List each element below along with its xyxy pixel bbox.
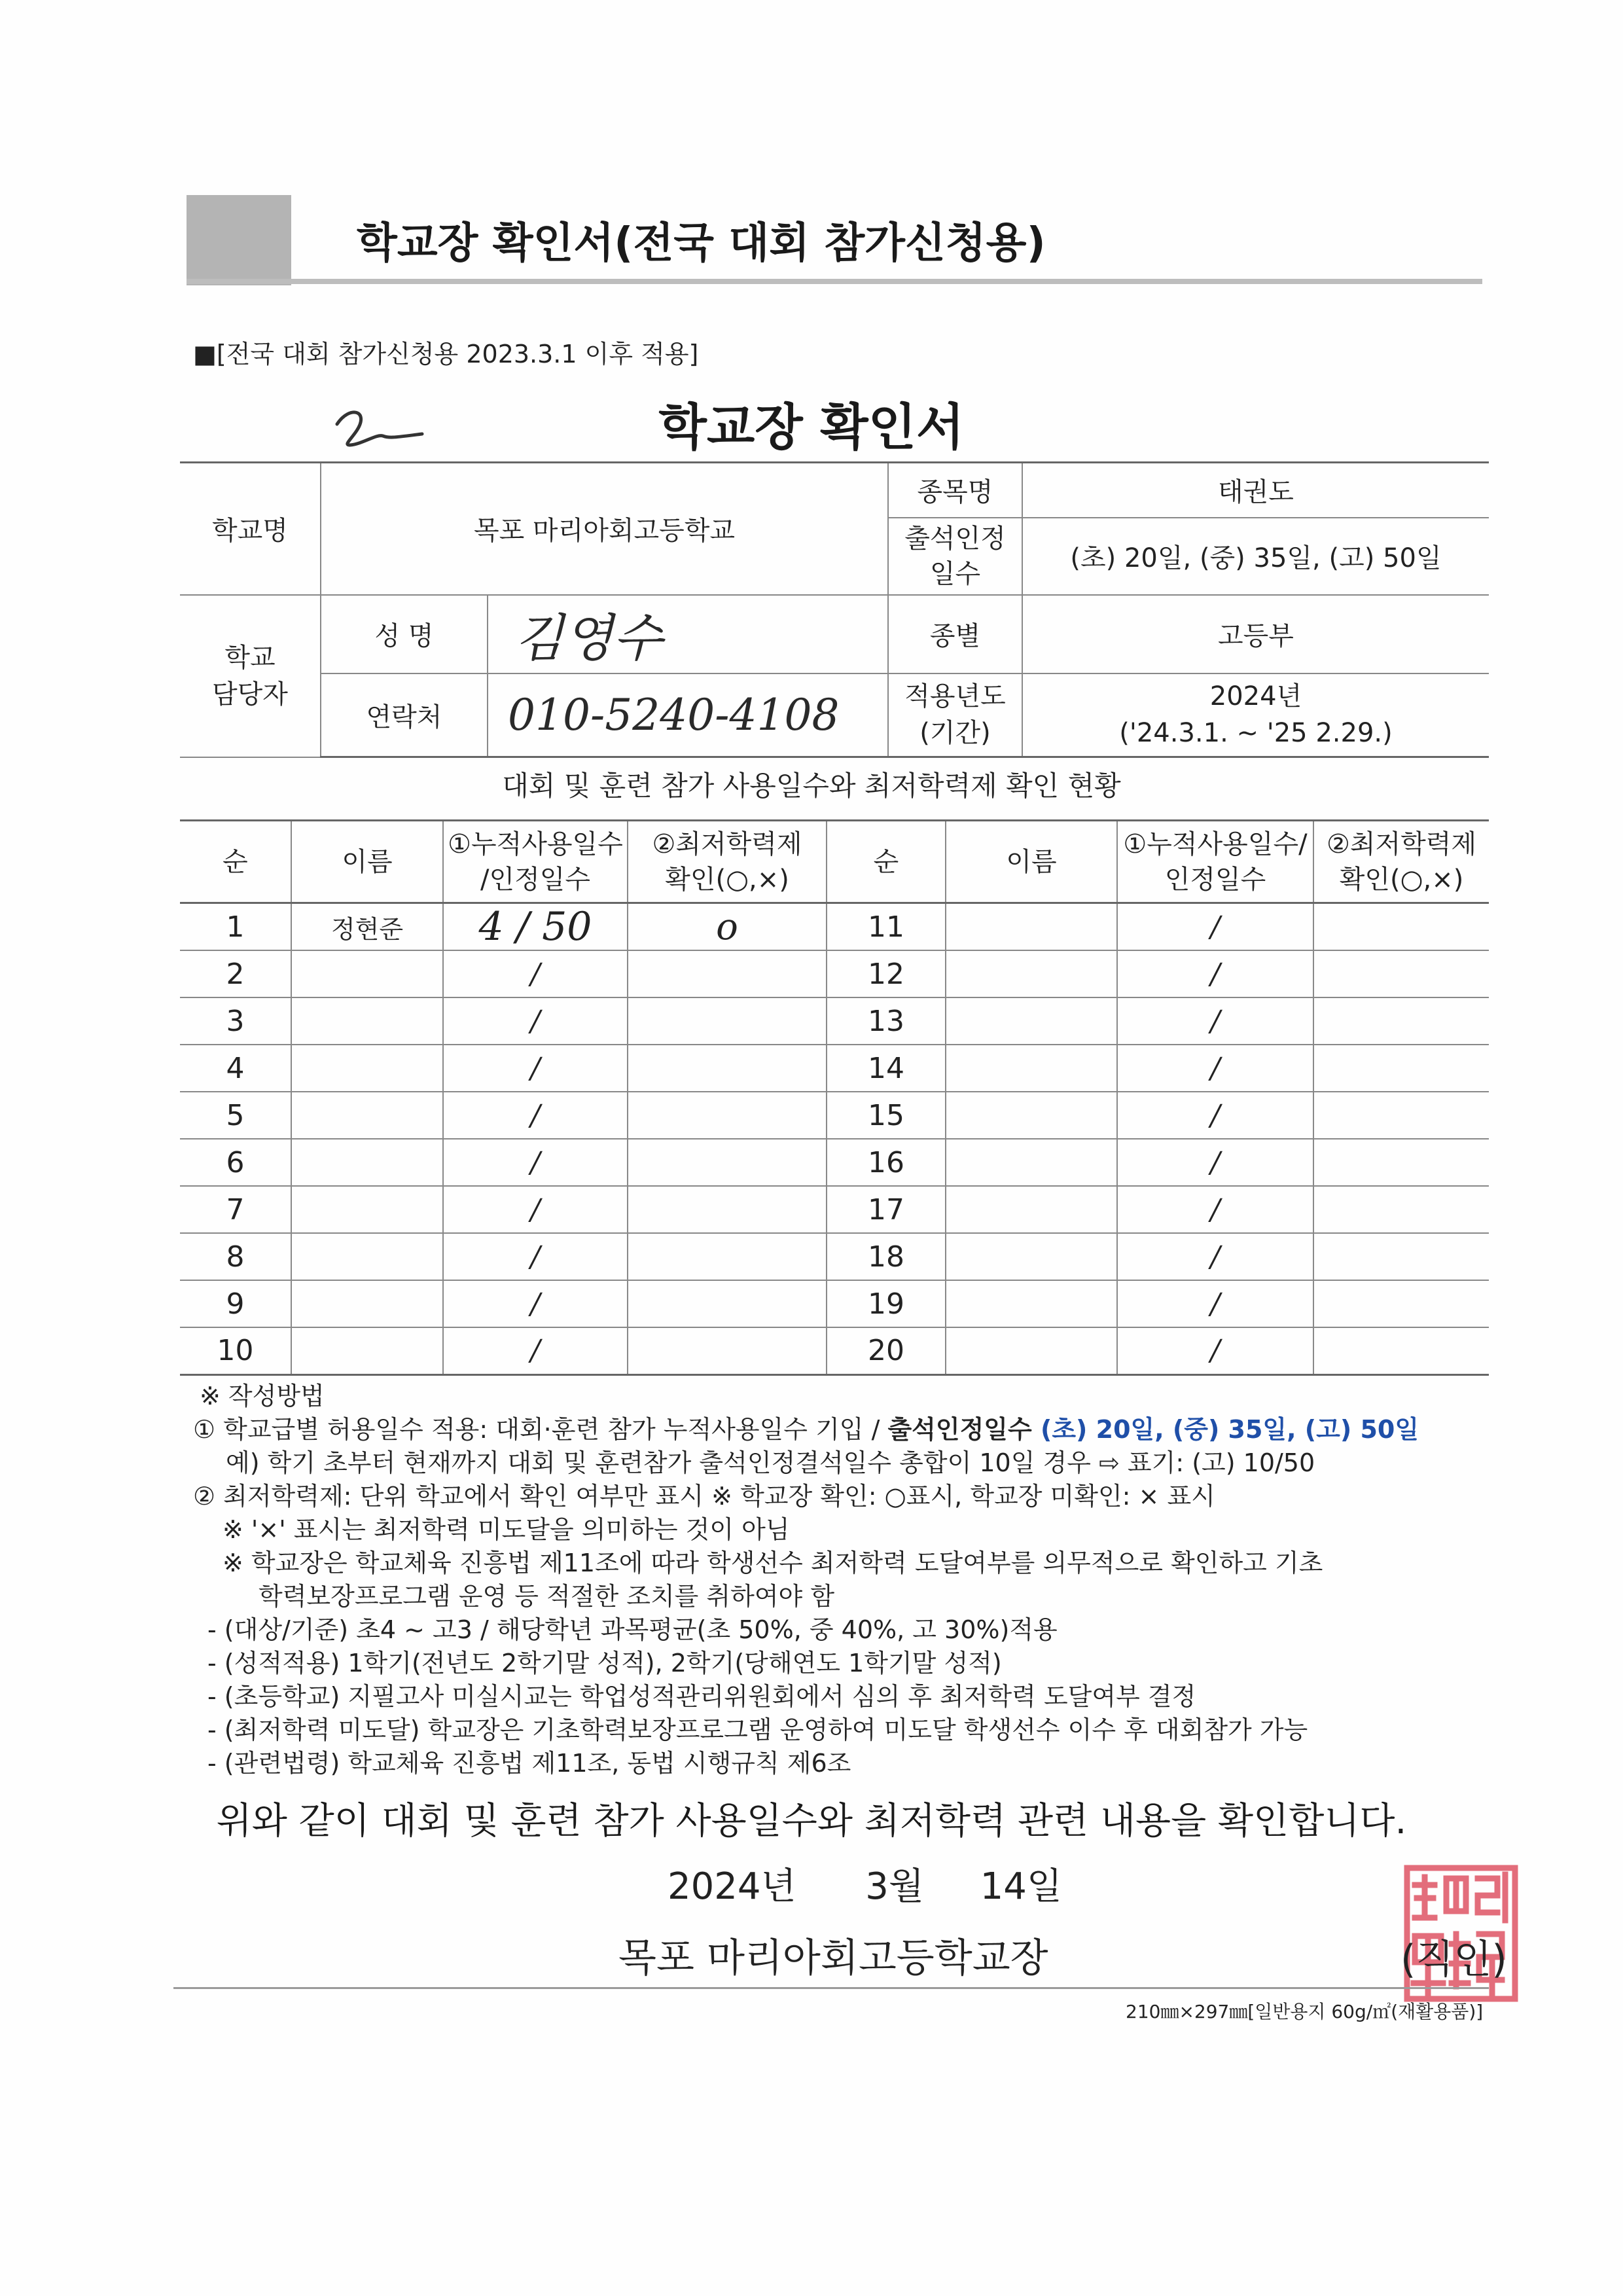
row-days: / <box>443 950 628 997</box>
row-check <box>628 1186 827 1233</box>
row-days-right: / <box>1117 1045 1313 1092</box>
row-name <box>291 1045 443 1092</box>
row-number: 10 <box>180 1327 291 1374</box>
header-days-right-line2: 인정일수 <box>1164 864 1266 895</box>
row-check-right <box>1313 1045 1489 1092</box>
header-check-right <box>1313 821 1489 903</box>
row-name <box>291 1233 443 1280</box>
contact-value: 010-5240-4108 <box>508 689 840 740</box>
row-name <box>291 1139 443 1186</box>
row-check-right <box>1313 950 1489 997</box>
row-number-right: 15 <box>827 1092 946 1139</box>
header-name-right: 이름 <box>946 821 1117 903</box>
school-label: 학교명 <box>180 463 321 595</box>
row-name-right <box>946 1092 1117 1139</box>
table-row <box>180 1233 1489 1280</box>
header-days-right-line1: ①누적사용일수/ <box>1123 829 1308 859</box>
status-title: 대회 및 훈련 참가 사용일수와 최저학력제 확인 현황 <box>502 770 1121 802</box>
header-days-line2: /인정일수 <box>480 864 591 895</box>
status-header-row <box>180 821 1489 903</box>
row-number: 7 <box>180 1186 291 1233</box>
date-day: 14일 <box>980 1865 1062 1908</box>
row-number-right: 18 <box>827 1233 946 1280</box>
table-row <box>180 1045 1489 1092</box>
note-1-bold: 출석인정일수 <box>887 1415 1041 1444</box>
row-number: 9 <box>180 1280 291 1327</box>
row-check-right <box>1313 1092 1489 1139</box>
row-name-right <box>946 903 1117 951</box>
header-banner <box>187 195 1482 285</box>
row-days-right: / <box>1117 1233 1313 1280</box>
row-check: o <box>628 903 827 951</box>
row-number-right: 17 <box>827 1186 946 1233</box>
row-check <box>628 1280 827 1327</box>
row-days-right: / <box>1117 1327 1313 1374</box>
row-days-right: / <box>1117 1139 1313 1186</box>
banner-gray-block <box>187 195 291 285</box>
row-number-right: 19 <box>827 1280 946 1327</box>
bottom-rule <box>173 1987 1489 1989</box>
contact-label: 연락처 <box>321 673 488 757</box>
banner-rule <box>187 279 1482 284</box>
note-1-example: 예) 학기 초부터 현재까지 대회 및 훈련참가 출석인정결석일수 총합이 10일 경우 ⇨ 표기: (고) 10/50 <box>226 1448 1315 1477</box>
row-name-right <box>946 1045 1117 1092</box>
name-value-cell <box>488 595 888 673</box>
row-number-right: 20 <box>827 1327 946 1374</box>
row-check <box>628 1327 827 1374</box>
row-number: 6 <box>180 1139 291 1186</box>
header-days <box>443 821 628 903</box>
division-label: 종별 <box>888 595 1022 673</box>
note-3: ※ '×' 표시는 최저학력 미도달을 의미하는 것이 아님 <box>223 1515 790 1544</box>
header-check-right-line2: 확인(○,×) <box>1339 864 1464 895</box>
row-name <box>291 950 443 997</box>
event-label: 종목명 <box>888 463 1022 518</box>
note-1-blue: (초) 20일, (중) 35일, (고) 50일 <box>1040 1415 1419 1444</box>
row-days-right: / <box>1117 950 1313 997</box>
row-name-right <box>946 950 1117 997</box>
school-value: 목포 마리아회고등학교 <box>321 463 888 595</box>
manager-label-line2: 담당자 <box>212 679 288 709</box>
row-check <box>628 1139 827 1186</box>
table-row <box>180 1092 1489 1139</box>
attend-value: (초) 20일, (중) 35일, (고) 50일 <box>1022 518 1489 595</box>
table-row <box>180 950 1489 997</box>
status-table <box>180 819 1489 1376</box>
row-days-right: / <box>1117 1092 1313 1139</box>
status-body <box>180 903 1489 1375</box>
row-name-right <box>946 1327 1117 1374</box>
paper-spec: 210㎜×297㎜[일반용지 60g/㎡(재활용품)] <box>1126 2001 1484 2022</box>
instructions <box>193 1380 1541 1780</box>
note-1-text: ① 학교급별 허용일수 적용: 대회·훈련 참가 누적사용일수 기입 / <box>193 1415 888 1444</box>
detail-1: - (대상/기준) 초4 ~ 고3 / 해당학년 과목평균(초 50%, 중 40%, 고 30%)적용 <box>207 1615 1058 1644</box>
manager-label-line1: 학교 <box>224 642 276 673</box>
detail-5: - (관련법령) 학교체육 진흥법 제11조, 동법 시행규칙 제6조 <box>207 1749 851 1778</box>
period-value: ('24.3.1. ~ '25 2.29.) <box>1119 718 1393 749</box>
row-days-right: / <box>1117 1280 1313 1327</box>
row-number-right: 11 <box>827 903 946 951</box>
table-row <box>180 997 1489 1045</box>
year-label-line2: (기간) <box>919 718 991 749</box>
attend-label-line1: 출석인정 <box>904 523 1006 554</box>
note-2: ② 최저학력제: 단위 학교에서 확인 여부만 표시 ※ 학교장 확인: ○표시, 학교장 미확인: × 표시 <box>193 1482 1215 1511</box>
year-label-line1: 적용년도 <box>904 681 1006 712</box>
row-check-right <box>1313 1139 1489 1186</box>
row-check-right <box>1313 1327 1489 1374</box>
row-days: / <box>443 1327 628 1374</box>
row-days-right: / <box>1117 1186 1313 1233</box>
year-value <box>1022 673 1489 757</box>
row-days: / <box>443 1045 628 1092</box>
header-seq: 순 <box>180 821 291 903</box>
row-name <box>291 1280 443 1327</box>
date-month: 3월 <box>865 1865 924 1908</box>
row-days-right: / <box>1117 903 1313 951</box>
row-number: 3 <box>180 997 291 1045</box>
detail-2: - (성적적용) 1학기(전년도 2학기말 성적), 2학기(당해연도 1학기말 성적) <box>207 1649 1002 1677</box>
note-1 <box>193 1413 1541 1446</box>
row-check-right <box>1313 1280 1489 1327</box>
year-value-line1: 2024년 <box>1209 681 1302 712</box>
row-name-right <box>946 1233 1117 1280</box>
document-title: 학교장 확인서 <box>658 398 965 456</box>
contact-value-cell <box>488 673 888 757</box>
table-row <box>180 1186 1489 1233</box>
table-row <box>180 1280 1489 1327</box>
row-number-right: 13 <box>827 997 946 1045</box>
header-name: 이름 <box>291 821 443 903</box>
issue-date <box>668 1857 1062 1910</box>
row-check <box>628 950 827 997</box>
confirmation-statement: 위와 같이 대회 및 훈련 참가 사용일수와 최저학력 관련 내용을 확인합니다. <box>216 1800 1407 1842</box>
row-days: / <box>443 997 628 1045</box>
row-name <box>291 1092 443 1139</box>
header-check-line1: ②최저학력제 <box>652 829 802 859</box>
header-check-line2: 확인(○,×) <box>665 864 789 895</box>
row-days: / <box>443 1186 628 1233</box>
row-number: 5 <box>180 1092 291 1139</box>
row-name-right <box>946 1139 1117 1186</box>
row-name: 정현준 <box>291 903 443 951</box>
row-number: 1 <box>180 903 291 951</box>
row-check-right <box>1313 1233 1489 1280</box>
detail-3: - (초등학교) 지필고사 미실시교는 학업성적관리위원회에서 심의 후 최저학력 도달여부 결정 <box>207 1682 1196 1711</box>
row-check <box>628 1045 827 1092</box>
name-label: 성 명 <box>321 595 488 673</box>
row-days: / <box>443 1280 628 1327</box>
row-number-right: 12 <box>827 950 946 997</box>
year-label <box>888 673 1022 757</box>
form-tag: ■[전국 대회 참가신청용 2023.3.1 이후 적용] <box>193 340 699 368</box>
note-4a: ※ 학교장은 학교체육 진흥법 제11조에 따라 학생선수 최저학력 도달여부를 의무적으로 확인하고 기초 <box>223 1549 1323 1577</box>
event-value: 태권도 <box>1022 463 1489 518</box>
header-seq-right: 순 <box>827 821 946 903</box>
row-number: 2 <box>180 950 291 997</box>
header-days-line1: ①누적사용일수 <box>448 829 623 859</box>
row-number: 4 <box>180 1045 291 1092</box>
info-table <box>180 461 1489 758</box>
date-year: 2024년 <box>668 1865 796 1908</box>
notes-heading: ※ 작성방법 <box>200 1382 325 1410</box>
header-check <box>628 821 827 903</box>
banner-title: 학교장 확인서(전국 대회 참가신청용) <box>357 219 1046 268</box>
manager-label <box>180 595 321 757</box>
row-check-right <box>1313 903 1489 951</box>
row-days-right: / <box>1117 997 1313 1045</box>
row-number: 8 <box>180 1233 291 1280</box>
header-check-right-line1: ②최저학력제 <box>1326 829 1477 859</box>
table-row <box>180 1139 1489 1186</box>
name-value: 김영수 <box>514 609 663 668</box>
note-4b: 학력보장프로그램 운영 등 적절한 조치를 취하여야 함 <box>259 1582 835 1611</box>
row-days: / <box>443 1092 628 1139</box>
principal-name: 목포 마리아회고등학교장 <box>618 1935 1048 1981</box>
row-check-right <box>1313 1186 1489 1233</box>
row-name-right <box>946 1280 1117 1327</box>
row-name-right <box>946 1186 1117 1233</box>
row-check <box>628 1092 827 1139</box>
detail-4: - (최저학력 미도달) 학교장은 기초학력보장프로그램 운영하여 미도달 학생선수 이수 후 대회참가 가능 <box>207 1715 1308 1744</box>
row-name <box>291 1186 443 1233</box>
row-days: / <box>443 1233 628 1280</box>
row-check <box>628 1233 827 1280</box>
row-number-right: 14 <box>827 1045 946 1092</box>
seal-label: (직인) <box>1400 1937 1507 1982</box>
row-check <box>628 997 827 1045</box>
row-name <box>291 997 443 1045</box>
division-value: 고등부 <box>1022 595 1489 673</box>
row-check-right <box>1313 997 1489 1045</box>
table-row <box>180 903 1489 951</box>
attend-label <box>888 518 1022 595</box>
row-number-right: 16 <box>827 1139 946 1186</box>
row-days: / <box>443 1139 628 1186</box>
row-name <box>291 1327 443 1374</box>
table-row <box>180 1327 1489 1374</box>
attend-label-line2: 일수 <box>929 558 981 589</box>
row-name-right <box>946 997 1117 1045</box>
header-days-right <box>1117 821 1313 903</box>
row-days: 4 / 50 <box>443 903 628 951</box>
